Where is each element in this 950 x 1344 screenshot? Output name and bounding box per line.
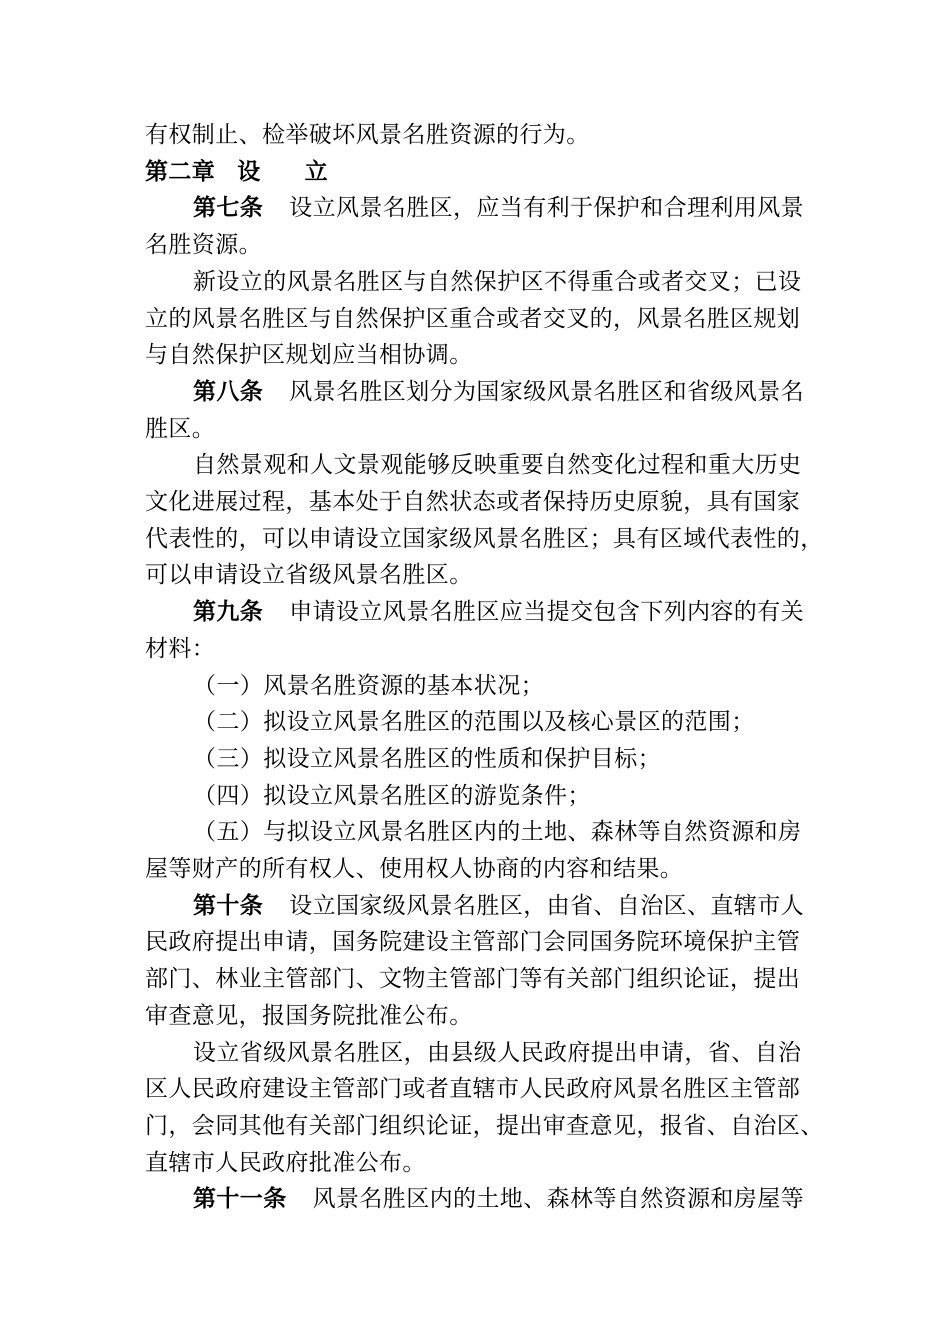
text-line: 与自然保护区规划应当相协调。	[145, 342, 473, 369]
text-line: 民政府提出申请，国务院建设主管部门会同国务院环境保护主管	[145, 929, 801, 956]
text-line: 直辖市人民政府批准公布。	[145, 1149, 426, 1176]
article-7-label: 第七条	[193, 195, 264, 222]
chapter-heading	[145, 154, 820, 191]
text-line: 可以申请设立省级风景名胜区。	[145, 562, 473, 589]
list-item: （四）拟设立风景名胜区的游览条件；	[193, 782, 591, 809]
text-line: 新设立的风景名胜区与自然保护区不得重合或者交叉；已设	[193, 268, 802, 295]
text-line: 门，会同其他有关部门组织论证，提出审查意见，报省、自治区、	[145, 1112, 824, 1139]
article-11-line-1	[145, 1181, 820, 1218]
text-line: 自然景观和人文景观能够反映重要自然变化过程和重大历史	[193, 452, 802, 479]
text-line: 审查意见，报国务院批准公布。	[145, 1002, 473, 1029]
article-11-text: 风景名胜区内的土地、森林等自然资源和房屋等	[312, 1186, 805, 1213]
list-item: （一）风景名胜资源的基本状况；	[193, 672, 544, 699]
article-7-line-1	[145, 190, 820, 227]
article-9-line-1	[145, 594, 820, 631]
article-10-text: 设立国家级风景名胜区，由省、自治区、直辖市人	[289, 892, 805, 919]
chapter-title-char-1: 设	[237, 158, 261, 185]
text-line: 立的风景名胜区与自然保护区重合或者交叉的，风景名胜区规划	[145, 305, 801, 332]
text-line: 材料：	[145, 635, 216, 662]
text-line: 胜区。	[145, 415, 216, 442]
article-8-text: 风景名胜区划分为国家级风景名胜区和省级风景名	[289, 378, 805, 405]
text-line: 区人民政府建设主管部门或者直辖市人民政府风景名胜区主管部	[145, 1076, 801, 1103]
article-9-text: 申请设立风景名胜区应当提交包含下列内容的有关	[289, 599, 805, 626]
chapter-title-char-2: 立	[304, 158, 329, 185]
article-10-line-1	[145, 888, 820, 925]
article-8-label: 第八条	[193, 378, 264, 405]
text-line: 文化进展过程，基本处于自然状态或者保持历史原貌，具有国家	[145, 489, 801, 516]
list-item: （五）与拟设立风景名胜区内的土地、森林等自然资源和房	[193, 819, 802, 846]
text-line: 代表性的，可以申请设立国家级风景名胜区；具有区域代表性的，	[145, 525, 824, 552]
list-item: （二）拟设立风景名胜区的范围以及核心景区的范围；	[193, 709, 755, 736]
article-11-label: 第十一条	[193, 1186, 287, 1213]
text-line: 屋等财产的所有权人、使用权人协商的内容和结果。	[145, 856, 684, 883]
article-10-label: 第十条	[193, 892, 264, 919]
chapter-number: 第二章	[145, 158, 216, 185]
text-line: 部门、林业主管部门、文物主管部门等有关部门组织论证，提出	[145, 966, 801, 993]
article-8-line-1	[145, 374, 820, 411]
article-9-label: 第九条	[193, 599, 264, 626]
text-line: 设立省级风景名胜区，由县级人民政府提出申请，省、自治	[193, 1039, 802, 1066]
list-item: （三）拟设立风景名胜区的性质和保护目标；	[193, 745, 661, 772]
article-7-text: 设立风景名胜区，应当有利于保护和合理利用风景	[289, 195, 805, 222]
text-line: 有权制止、检举破坏风景名胜资源的行为。	[145, 122, 590, 148]
text-line: 名胜资源。	[145, 232, 262, 259]
document-body	[145, 117, 824, 1218]
